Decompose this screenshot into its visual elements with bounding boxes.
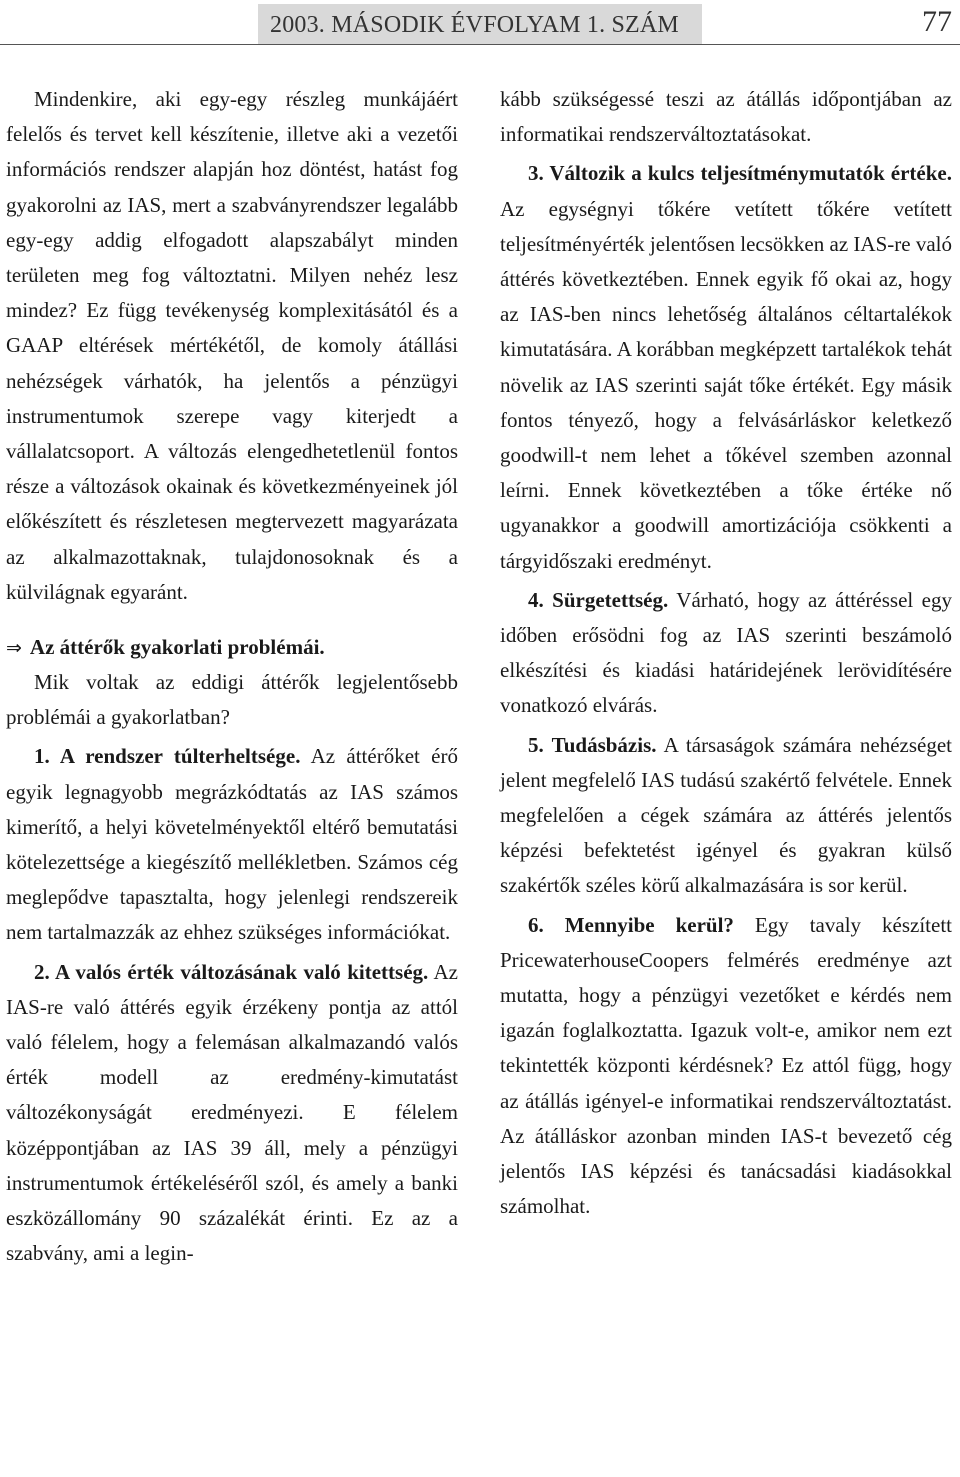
problem-item-3-title: 3. Változik a kulcs teljesítménymutatók értéke. <box>528 161 952 186</box>
section-heading-text: Az áttérők gyakorlati problémái. <box>29 635 325 660</box>
continued-paragraph: kább szükségessé teszi az átállás időpontjában az informatikai rendszerváltoztatásokat. <box>500 87 952 147</box>
problem-item-6-title: 6. Mennyibe kerül? <box>528 912 734 937</box>
page-number: 77 <box>922 5 952 38</box>
problem-item-5 <box>500 728 952 904</box>
problem-item-2-text: Az IAS-re való áttérés egyik érzékeny pontja az attól való félelem, hogy a felemásan alkalmazandó valós érték modell az eredmény-kimutatást változékonyságát eredményezi. E félelem középpontjában az IAS 39 áll, mely a pénzügyi instrumentumok értékeléséről szól, és amely a banki eszközállomány 90 százalékát érinti. Ez az a szabvány, ami a legin- <box>6 959 459 1266</box>
problem-item-5-title: 5. Tudásbázis. <box>528 732 657 757</box>
header-rule <box>0 44 960 45</box>
problem-item-1 <box>6 739 458 950</box>
problem-item-5-text: A társaságok számára nehézséget jelent megfelelő IAS tudású szakértő felvétele. Ennek megfelelően a cégek számára az áttérés jelentős képzési befektetést igényel és gyakran külső szakértők széles körű alkalmazására is sor kerül. <box>500 732 952 898</box>
problem-item-2 <box>6 955 458 1272</box>
question-paragraph: Mik voltak az eddigi áttérők legjelentősebb problémái a gyakorlatban? <box>6 670 458 730</box>
running-header <box>0 0 960 50</box>
problem-item-1-text: Az áttérőket érő egyik legnagyobb megrázkódtatás az IAS számos kimerítő, a helyi követelményektől eltérő bemutatási kötelezettsége a kiegészítő mellékletben. Számos cég meglepődve tapasztalta, hogy jelenlegi rendszereik nem tartalmazzák az ehhez szükséges információkat. <box>6 744 458 945</box>
problem-item-3 <box>500 156 952 578</box>
problem-item-4-text: Várható, hogy az áttéréssel egy időben erősödni fog az IAS szerinti beszámoló elkészítési és kiadási határidejének lerövidítésére vonatkozó elvárás. <box>500 587 953 718</box>
journal-issue-title: 2003. MÁSODIK ÉVFOLYAM 1. SZÁM <box>270 12 679 38</box>
double-arrow-icon: ⇒ <box>6 637 22 660</box>
problem-item-6-text: Egy tavaly készített PricewaterhouseCoopers felmérés eredménye azt mutatta, hogy a pénzügyi vezetőket e kérdés nem igazán foglalkoztatta. Igazuk volt-e, amikor nem ezt tekintették központi kérdésnek? Ez attól függ, hogy az átállás igényel-e informatikai rendszerváltoztatást. Az átálláskor azonban minden IAS-t bevezető cég jelentős IAS képzési és tanácsadási kiadásokkal számolhat. <box>500 912 952 1219</box>
problem-item-4 <box>500 583 952 724</box>
problem-item-6 <box>500 908 952 1225</box>
problem-item-4-title: 4. Sürgetettség. <box>528 587 669 612</box>
intro-paragraph: Mindenkire, aki egy-egy részleg munkájáért felelős és tervet kell készítenie, illetve aki a vezetői információs rendszer alapján hoz döntést, hatást fog gyakorolni az IAS, mert a szabványrendszer legalább egy-egy addig elfogadott alapszabályt minden területen meg fog változtatni. Milyen nehéz lesz mindez? Ez függ tevékenység komplexitásától és a GAAP eltérések mértékétől, de komoly átállási nehézségek várhatók, ha jelentős a pénzügyi instrumentumok szerepe vagy kiterjedt a vállalatcsoport. A változás elengedhetetlenül fontos része a változások okainak és következményeinek jól előkészített és részletesen megtervezett magyarázata az alkalmazottaknak, tulajdonosoknak és a külvilágnak egyaránt. <box>6 87 458 604</box>
problem-item-3-text: Az egységnyi tőkére vetített tőkére vetített teljesítményérték jelentősen lecsökken az IAS-re való áttérés következtében. Ennek egyik fő okai az, hogy az IAS-ben nincs lehetőség általános céltartalékok kimutatására. A korábban megképzett tartalékok tehát növelik az IAS szerinti saját tőke értékét. Egy másik fontos tényező, hogy a felvásárláskor keletkező goodwill-t nem lehet a tőkével szemben azonnal leírni. Ennek következtében a tőke értéke nő ugyanakkor a goodwill amortizációja csökkenti a tárgyidőszaki eredményt. <box>500 196 952 573</box>
left-column <box>6 82 458 1272</box>
section-heading <box>6 630 458 665</box>
problem-item-1-title: 1. A rendszer túlterheltsége. <box>34 744 301 769</box>
problem-item-2-title: 2. A valós érték változásának való kitettség. <box>34 959 429 984</box>
right-column <box>500 82 952 1225</box>
